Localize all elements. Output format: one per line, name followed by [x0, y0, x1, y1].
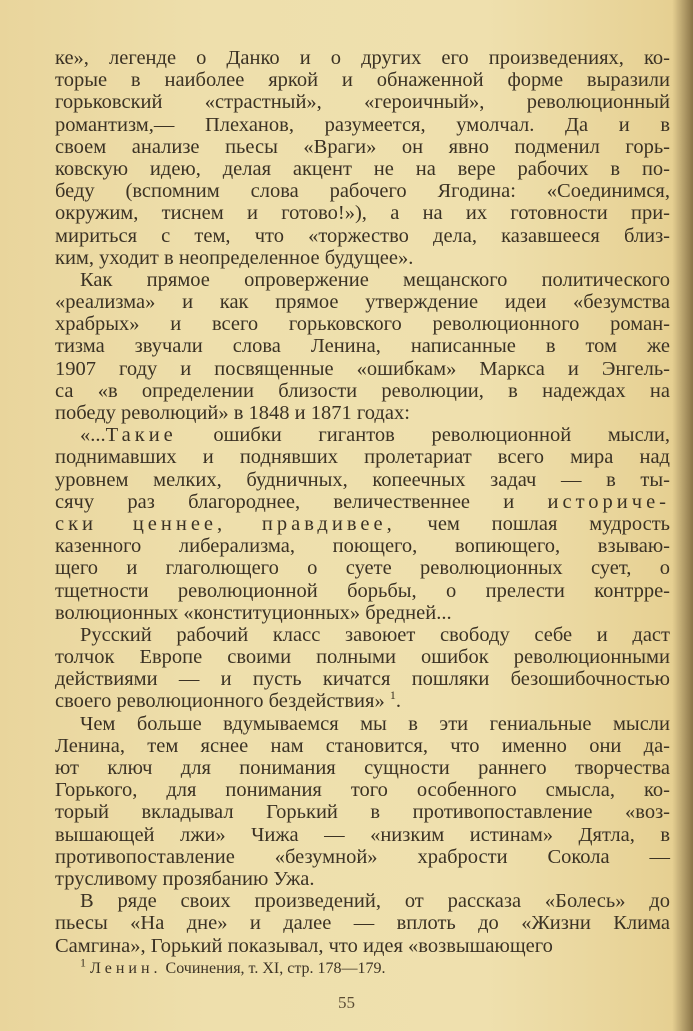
text-line: Чем больше вдумываемся мы в эти гениальные мысли: [80, 712, 670, 735]
text-line: [55, 424, 670, 446]
text-line: Горького, для понимания того особенного смысла, ко-: [55, 779, 670, 802]
text-line: 1907 году и посвященные «ошибкам» Маркса и Энгель-: [55, 357, 670, 380]
footnote-text: Сочинения, т. XI, стр. 178—179.: [161, 960, 386, 977]
text-line: волюционных «конституционных» бредней...: [55, 601, 452, 624]
text-line: толчок Европе своими полными ошибок революционными: [55, 646, 670, 669]
text-line: Как прямое опровержение мещанского политического: [80, 268, 670, 291]
page-number: 55: [338, 993, 355, 1012]
footnote-mark: 1: [80, 955, 86, 970]
text-segment: своего революционного бездействия»: [55, 690, 390, 713]
text-line: мириться с тем, что «торжество дела, казавшееся близ-: [55, 224, 670, 247]
text-line: Самгина», Горький показывал, что идея «возвышающего: [55, 934, 553, 957]
text-line: горьковский «страстный», «героичный», революционный: [55, 91, 670, 114]
footnote-author: Ленин.: [90, 960, 162, 977]
text-line: своем анализе пьесы «Враги» он явно подменил горь-: [55, 135, 670, 158]
text-line: пьесы «На дне» и далее — вплоть до «Жизни Клима: [55, 912, 670, 935]
text-line: торые в наиболее яркой и обнаженной форме выразили: [55, 69, 670, 92]
text-line: беду (вспомним слова рабочего Ягодина: «Соединимся,: [55, 180, 670, 203]
text-line: ке», легенде о Данко и о других его произведениях, ко-: [55, 47, 670, 69]
text-line: тизма звучали слова Ленина, написанные в том же: [55, 335, 670, 358]
text-line: ют ключ для понимания сущности раннего творчества: [55, 757, 670, 779]
footnote-reference: 1: [389, 688, 396, 703]
text-segment: Такие: [105, 424, 177, 447]
text-line: вышающей лжи» Чижа — «низким истинам» Дятла, в: [55, 823, 670, 846]
text-line: торый вкладывал Горький в противопоставление «воз-: [55, 801, 670, 824]
book-page-text: [55, 47, 670, 957]
text-line: романтизм,— Плеханов, разумеется, умолчал. Да и в: [55, 113, 670, 136]
text-line: ковскую идею, делая акцент не на вере рабочих в по-: [55, 157, 670, 180]
text-line: трусливому прозябанию Ужа.: [55, 867, 315, 890]
text-line: ким, уходит в неопределенное будущее».: [55, 246, 414, 269]
text-line: [55, 513, 670, 535]
text-line: В ряде своих произведений, от рассказа «Болесь» до: [80, 890, 670, 913]
text-line: противопоставление «безумной» храбрости Сокола —: [55, 845, 670, 868]
text-line: окружим, тиснем и готово!»), а на их готовности при-: [55, 202, 670, 225]
text-segment: чем пошлая мудрость: [395, 512, 670, 535]
text-line: Русский рабочий класс завоюет свободу себе и даст: [80, 623, 670, 646]
text-segment: сячу раз благороднее, величественнее и: [55, 490, 548, 513]
text-line: уровнем мелких, будничных, копеечных задач — в ты-: [55, 468, 670, 491]
text-line: действиями — и пусть кичатся пошляки безошибочностью: [55, 668, 670, 691]
text-segment: .: [395, 690, 401, 713]
text-segment: историче-: [547, 490, 670, 513]
text-line: са «в определении близости революции, в надеждах на: [55, 379, 670, 402]
text-line: Ленина, тем яснее нам становится, что именно они да-: [55, 734, 670, 757]
text-segment: ски ценнее, правдивее,: [55, 512, 396, 535]
text-line: щего и глаголющего о суете революционных сует, о: [55, 557, 670, 580]
text-line: поднимавших и поднявших пролетариат всего мира над: [55, 446, 670, 469]
text-line: тщетности революционной борьбы, о прелести контрре-: [55, 579, 670, 602]
text-segment: ошибки гигантов революционной мысли,: [176, 424, 670, 447]
text-line: храбрых» и всего горьковского революционного роман-: [55, 313, 670, 336]
text-line: [55, 690, 670, 712]
text-line: [55, 491, 670, 513]
text-line: победу революций» в 1848 и 1871 годах:: [55, 402, 410, 424]
text-line: «реализма» и как прямое утверждение идеи «безумства: [55, 291, 670, 314]
text-segment: «...: [80, 424, 106, 447]
footnote: [80, 955, 386, 978]
text-line: казенного либерализма, поющего, вопиющего, взываю-: [55, 535, 670, 558]
